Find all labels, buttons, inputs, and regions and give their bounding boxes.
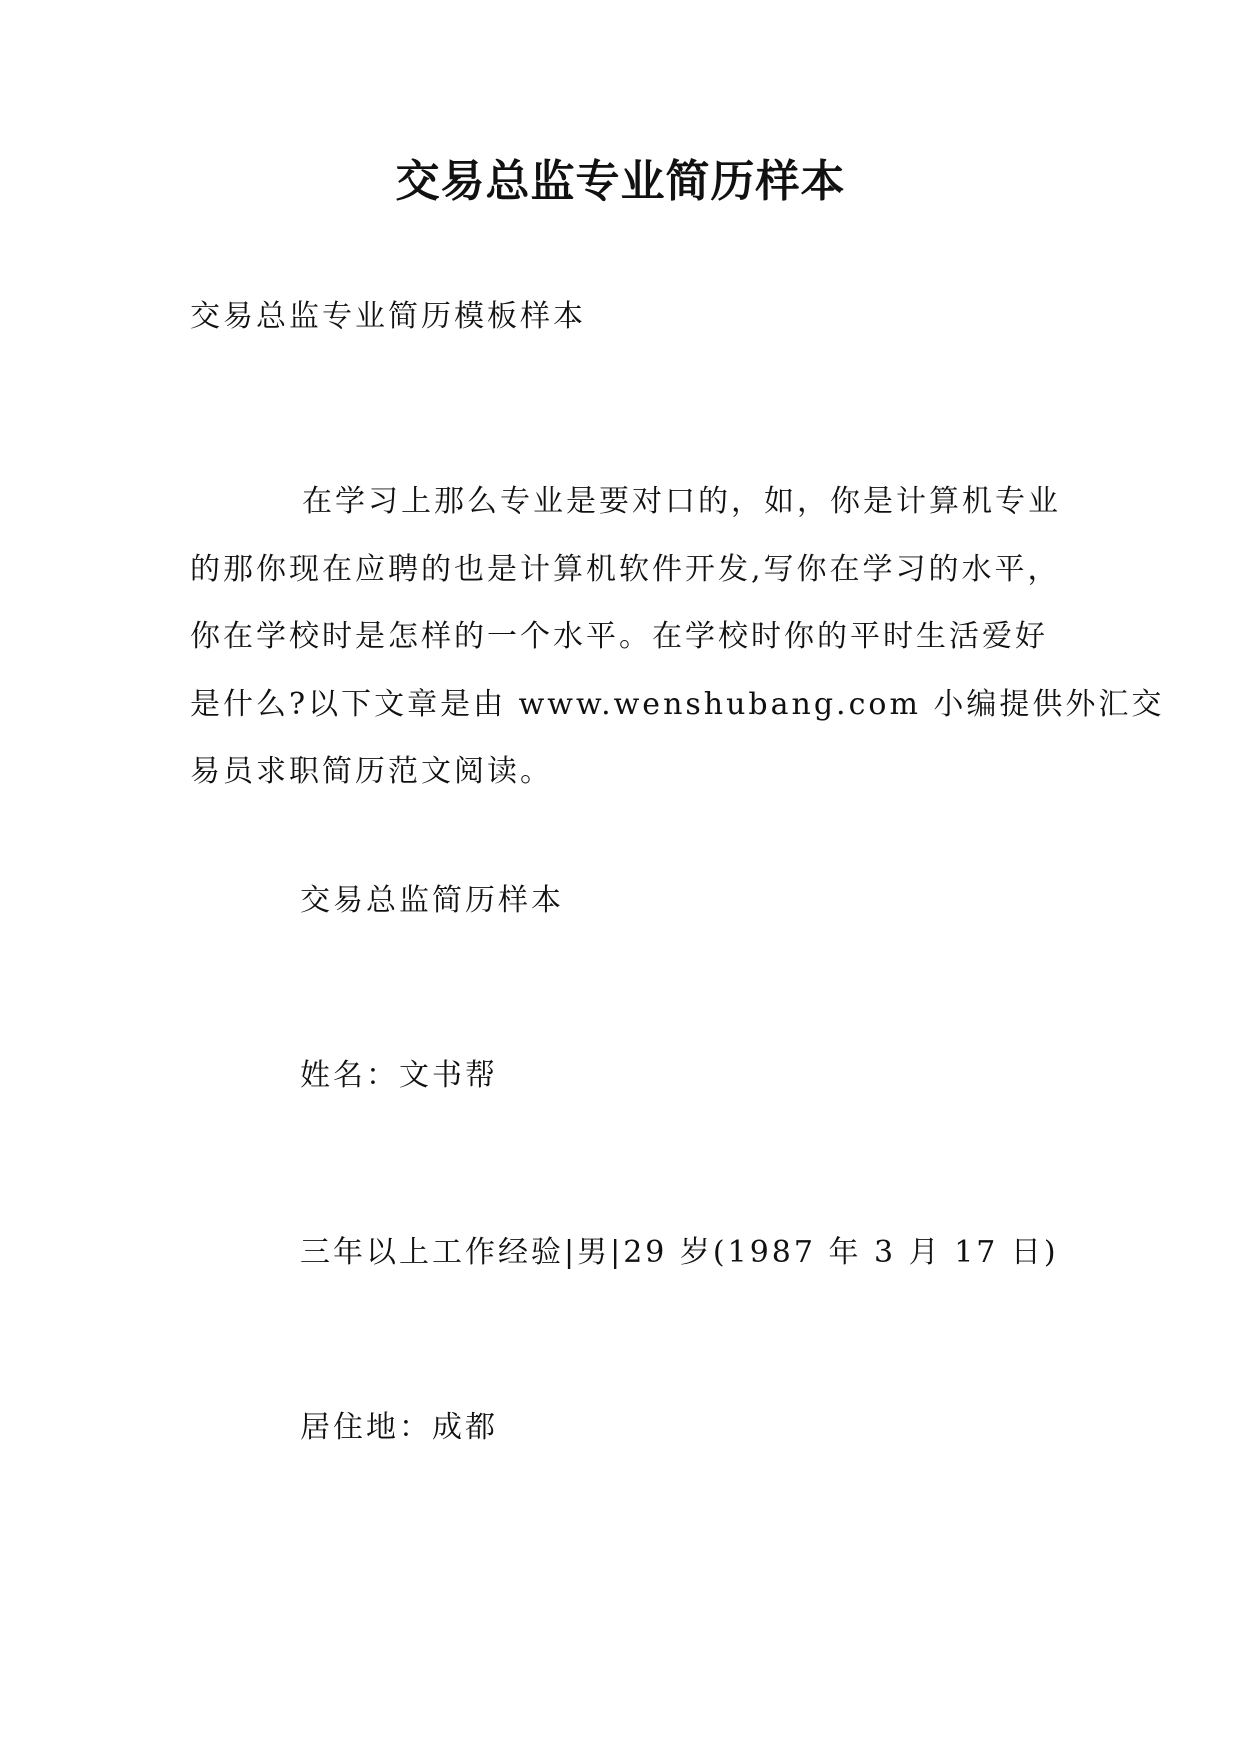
intro-line: 你在学校时是怎样的一个水平。在学校时你的平时生活爱好 [190, 619, 1048, 654]
document-title: 交易总监专业简历样本 [395, 156, 846, 207]
intro-line: 是什么?以下文章是由 www.wenshubang.com 小编提供外汇交 [190, 686, 1165, 722]
intro-line: 易员求职简历范文阅读。 [190, 754, 553, 789]
residence-field: 居住地：成都 [300, 1410, 498, 1445]
document-subtitle: 交易总监专业简历模板样本 [190, 299, 586, 334]
experience-gender-age: 三年以上工作经验|男|29 岁(1987 年 3 月 17 日) [300, 1235, 1059, 1270]
intro-line: 的那你现在应聘的也是计算机软件开发,写你在学习的水平， [190, 551, 1061, 587]
name-field: 姓名：文书帮 [300, 1058, 498, 1093]
intro-paragraph [190, 468, 1165, 806]
intro-line: 在学习上那么专业是要对口的，如，你是计算机专业 [302, 484, 1061, 519]
resume-sample-title: 交易总监简历样本 [300, 883, 564, 918]
